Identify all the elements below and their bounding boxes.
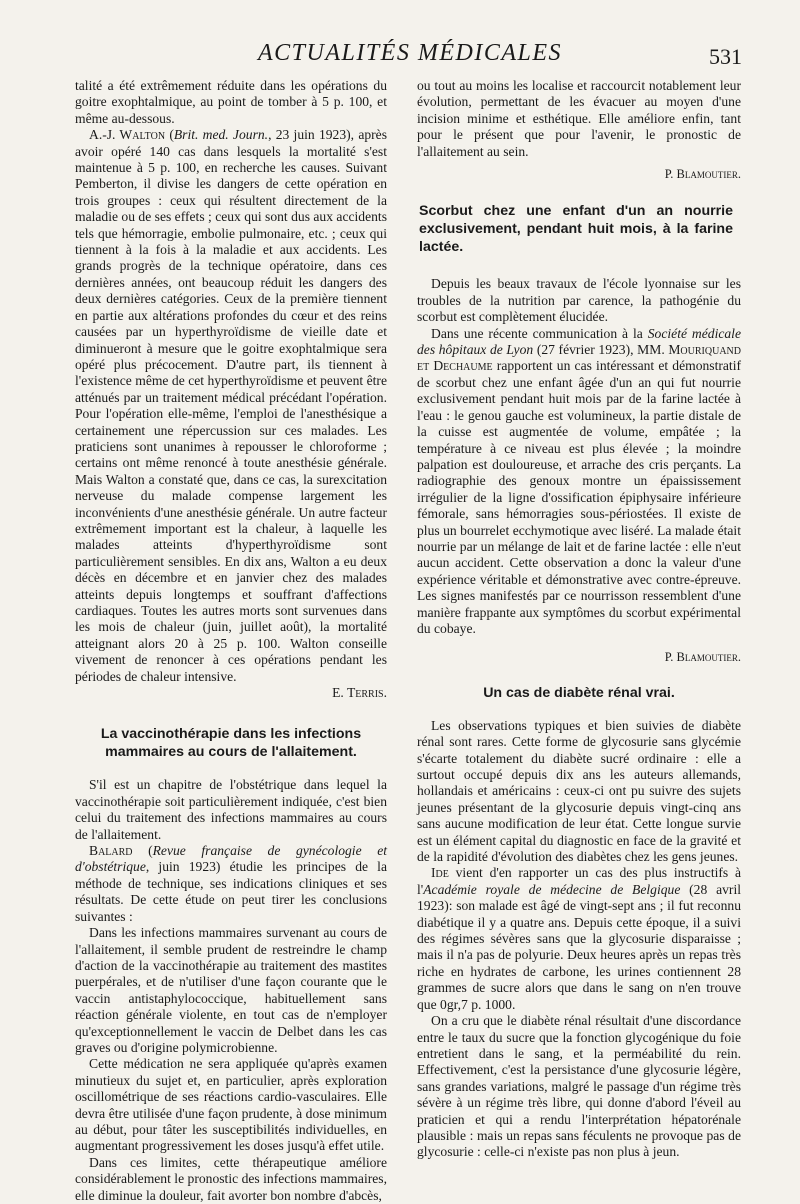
article-paragraph: Cette médication ne sera appliquée qu'après examen minutieux du sujet et, en particulier, après exploration oscillométrique de ses réactions cardio-vasculaires. Elle devra être utilisée d'une façon prudente, à dose minimum au début, pour tâter les susceptibilités individuelles, en augmentant progressivement les doses jusqu'à effet utile. (75, 1056, 387, 1154)
continued-paragraph: ou tout au moins les localise et raccourcit notablement leur évolution, permettant de les évacuer au moyen d'une incision minime et esthétique. Elle améliore enfin, tant pour le présent que pour l'avenir, le pronostic de l'allaitement au sein. (417, 78, 741, 159)
paragraph-text: Dans une récente communication à la (431, 325, 648, 341)
right-column (417, 78, 741, 1161)
journal-reference: Société médicale des hôpitaux de Lyon (417, 325, 741, 358)
paragraph-text: vient d'en rapporter un cas des plus instructifs à l' (417, 865, 741, 897)
article-title: Scorbut chez une enfant d'un an nourrie exclusivement, pendant huit mois, à la farine lactée. (419, 203, 733, 256)
journal-reference: Brit. med. Journ. (173, 127, 269, 143)
paragraph-text: rapportent un cas intéressant et démonstratif de scorbut chez une enfant âgée d'un an qui fut nourrie exclusivement pendant huit mois par de la farine lactée à l'eau : le genou gauche est volumineux, la partie distale de la cuisse est augmentée de volume, empâtée ; la température à ce niveau est plus élevée ; la moindre palpation est douloureuse, et arrache des cris perçants. La radiographie des genoux montre un épaississement irrégulier de la ligne d'ossification épiphysaire inférieure fémorale, sans hémorragies sous-périostées. Il existe de plus un bourrelet ecchymotique avec liséré. La malade était nourrie par un mélange de lait et de farine lactée : elle n'eut aucun accident. Cette observation a donc la valeur d'une expérience véritable et démonstrative avec contre-épreuve. Les signes manifestés par ce nourrisson ressemblent d'une manière frappante aux symptômes du scorbut expérimental du cobaye. (417, 358, 741, 636)
article-paragraph (417, 865, 741, 1013)
article-paragraph: Dans les infections mammaires survenant au cours de l'allaitement, il semble prudent de restreindre le champ d'action de la vaccinothérapie au traitement des mastites puerpérales, et de n'utiliser d'une façon courante que le vaccin antistaphylococcique, habituellement sans réaction générale violente, en tout cas de n'employer qu'exceptionnellement le vaccin de Delbet dans les cas graves ou d'origine polymicrobienne. (75, 925, 387, 1055)
paragraph-text: (27 février 1923), MM. (533, 342, 669, 358)
signature: P. Blamoutier. (664, 167, 741, 182)
article-title-line: mammaires au cours de l'allaitement. (105, 744, 357, 761)
article-paragraph: Les observations typiques et bien suivies de diabète rénal sont rares. Cette forme de glycosurie sans glycémie s'écarte totalement du diabète sucré ordinaire : elle a surtout occupé depuis dix ans les auteurs allemands, hollandais et américains : ceux-ci ont pu suivre des sujets jeunes présentant de la glycosurie depuis vingt-cinq ans sans aucune modification de leur état. Cette longue survie est un élément capital du diagnostic en face de la gravité et de la rapidité d'évolution des diabètes chez les gens jeunes. (417, 717, 741, 865)
signature: P. Blamoutier. (664, 650, 741, 665)
page-number: 531 (709, 44, 742, 69)
author-name: Mouriquand et Dechaume (417, 342, 741, 374)
signature-line (75, 685, 387, 701)
author-name: Ide (431, 865, 449, 881)
author-name: Balard (89, 843, 133, 859)
author-name: A.-J. Walton (89, 127, 166, 143)
article-paragraph: S'il est un chapitre de l'obstétrique dans lequel la vaccinothérapie soit particulièrement indiquée, c'est bien celui du traitement des infections mammaires au cours de l'allaitement. (75, 777, 387, 842)
article-paragraph: Dans ces limites, cette thérapeutique améliore considérablement le pronostic des infections mammaires, elle diminue la douleur, fait avorter bon nombre d'abcès, (75, 1154, 387, 1203)
paragraph-text: (28 avril 1923): son malade est âgé de vingt-sept ans ; il fut reconnu diabétique il y a quatre ans. Depuis cette époque, il a suivi des régimes sévères sans que la glycosurie disparaisse ; mais il n'a pas de polyurie. Deux heures après un repas très riche en hydrates de carbone, les urines contiennent 28 grammes de sucre alors que dans le sang on n'en trouve que 0gr,7 p. 1000. (417, 881, 741, 1012)
paragraph-text: , juin 1923) étudie les principes de la méthode de technique, ses indications cliniques et ses résultats. De cette étude on peut tirer les conclusions suivantes : (75, 859, 387, 924)
article-paragraph: On a cru que le diabète rénal résultait d'une discordance entre le taux du sucre que la fonction glycogénique du foie entretient dans le sang, et la perméabilité du rein. Effectivement, c'est la persistance d'une glycosurie légère, sans grandes variations, malgré le passage d'un régime très sévère à un régime très libre, qui donne d'abord l'éveil au praticien et qui a rendu l'interprétation hépatorénale plausible : mais un repas sans féculents ne provoque pas de glycosurie : celle-ci n'existe pas non plus à jeun. (417, 1013, 741, 1160)
journal-reference: Académie royale de médecine de Belgique (423, 881, 681, 897)
walton-paragraph: A.-J. Walton (Brit. med. Journ., 23 juin 1923), après avoir opéré 140 cas dans lesquels la mortalité s'est maintenue à 5 p. 100, en recherche les causes. Suivant Pemberton, il divise les dangers de cette opération en trois groupes : ceux qui résultent directement de la maladie ou de ses effets ; ceux qui sont dus aux accidents tels que hémorragie, embolie pulmonaire, etc. ; ceux qui tiennent à la fois à la maladie et aux accidents. Les grands progrès de la technique opératoire, dans ces dernières années, ont beaucoup réduit les dangers des deux dernières catégories. Ceux de la première tiennent en partie aux altérations profondes du cœur et des reins causées par un hyperthyroïdisme de vieille date et diminueront à mesure que le goitre exophtalmique sera opéré plus précocement. D'autre part, ils tiennent à l'existence même de cet hyperthyroïdisme et peuvent être atténués par un traitement médical précédant l'opération. Pour l'opération elle-même, l'emploi de l'anesthésique a certainement une répercussion sur ces malades. Les praticiens sont unanimes à repousser le chloroforme ; certains ont même renoncé à toute anesthésie générale. Mais Walton a constaté que, dans ce cas, la surexcitation nerveuse du malade compense largement les inconvénients d'une anesthésie générale. Un autre facteur extrêmement important est la chaleur, à laquelle les malades atteints d'hyperthyroïdisme sont particulièrement sensibles. En dix ans, Walton a eu deux décès en décembre et en janvier chez des malades atteints depuis longtemps et souffrant d'affections cardiaques. Toutes les autres morts sont survenues dans les mois de chaleur (juin, juillet août), la mortalité atteignant alors 20 à 25 p. 100. Walton conseille vivement de renoncer à ces opérations pendant les périodes de chaleur intensive. E. Terris. (75, 127, 387, 701)
article-title: Un cas de diabète rénal vrai. (483, 684, 675, 701)
article-paragraph: Balard (Revue française de gynécologie et d'obstétrique, juin 1923) étudie les principes de la méthode de technique, ses indications cliniques et ses résultats. De cette étude on peut tirer les conclusions suivantes : (75, 843, 387, 924)
journal-reference: Revue française de gynécologie et d'obstétrique (75, 843, 387, 875)
running-title: ACTUALITÉS MÉDICALES (257, 40, 562, 66)
article-title (75, 725, 387, 761)
page-header (0, 40, 800, 72)
left-column (75, 78, 387, 1204)
article-paragraph (417, 326, 741, 638)
paragraph-text: , 23 juin 1923), après avoir opéré 140 cas dans lesquels la mortalité s'est maintenue à 5 p. 100, en recherche les causes. Suivant Pemberton, il divise les dangers de cette opération en trois groupes : ceux qui résultent directement de la maladie ou de ses effets ; ceux qui sont dus aux accidents tels que hémorragie, embolie pulmonaire, etc. ; ceux qui tiennent à la fois à la maladie et aux accidents. Les grands progrès de la technique opératoire, dans ces dernières années, ont beaucoup réduit les dangers des deux dernières catégories. Ceux de la première tiennent en partie aux altérations profondes du cœur et des reins causées par un hyperthyroïdisme de vieille date et diminueront à mesure que le goitre exophtalmique sera opéré plus précocement. D'autre part, ils tiennent à l'existence même de cet hyperthyroïdisme et peuvent être atténués par un traitement médical précédant l'opération. Pour l'opération elle-même, l'emploi de l'anesthésique a certainement une répercussion sur ces malades. Les praticiens sont unanimes à repousser le chloroforme ; certains ont même renoncé à toute anesthésie générale. Mais Walton a constaté que, dans ce cas, la surexcitation nerveuse du malade compense largement les inconvénients d'une anesthésie générale. Un autre facteur extrêmement important est la chaleur, à laquelle les malades atteints d'hyperthyroïdisme sont particulièrement sensibles. En dix ans, Walton a eu deux décès en décembre et en janvier chez des malades atteints depuis longtemps et souffrant d'affections cardiaques. Toutes les autres morts sont survenues dans les mois de chaleur (juin, juillet août), la mortalité atteignant alors 20 à 25 p. 100. Walton conseille vivement de renoncer à ces opérations pendant les périodes de chaleur intensive. (75, 127, 387, 684)
article-paragraph: Depuis les beaux travaux de l'école lyonnaise sur les troubles de la nutrition par carence, la pathogénie du scorbut est complètement élucidée. (417, 276, 741, 325)
continued-paragraph: talité a été extrêmement réduite dans les opérations du goitre exophtalmique, au point de tomber à 5 p. 100, et même au-dessous. (75, 78, 387, 126)
article-title-line: La vaccinothérapie dans les infections (100, 726, 362, 743)
signature: E. Terris. (332, 685, 387, 701)
